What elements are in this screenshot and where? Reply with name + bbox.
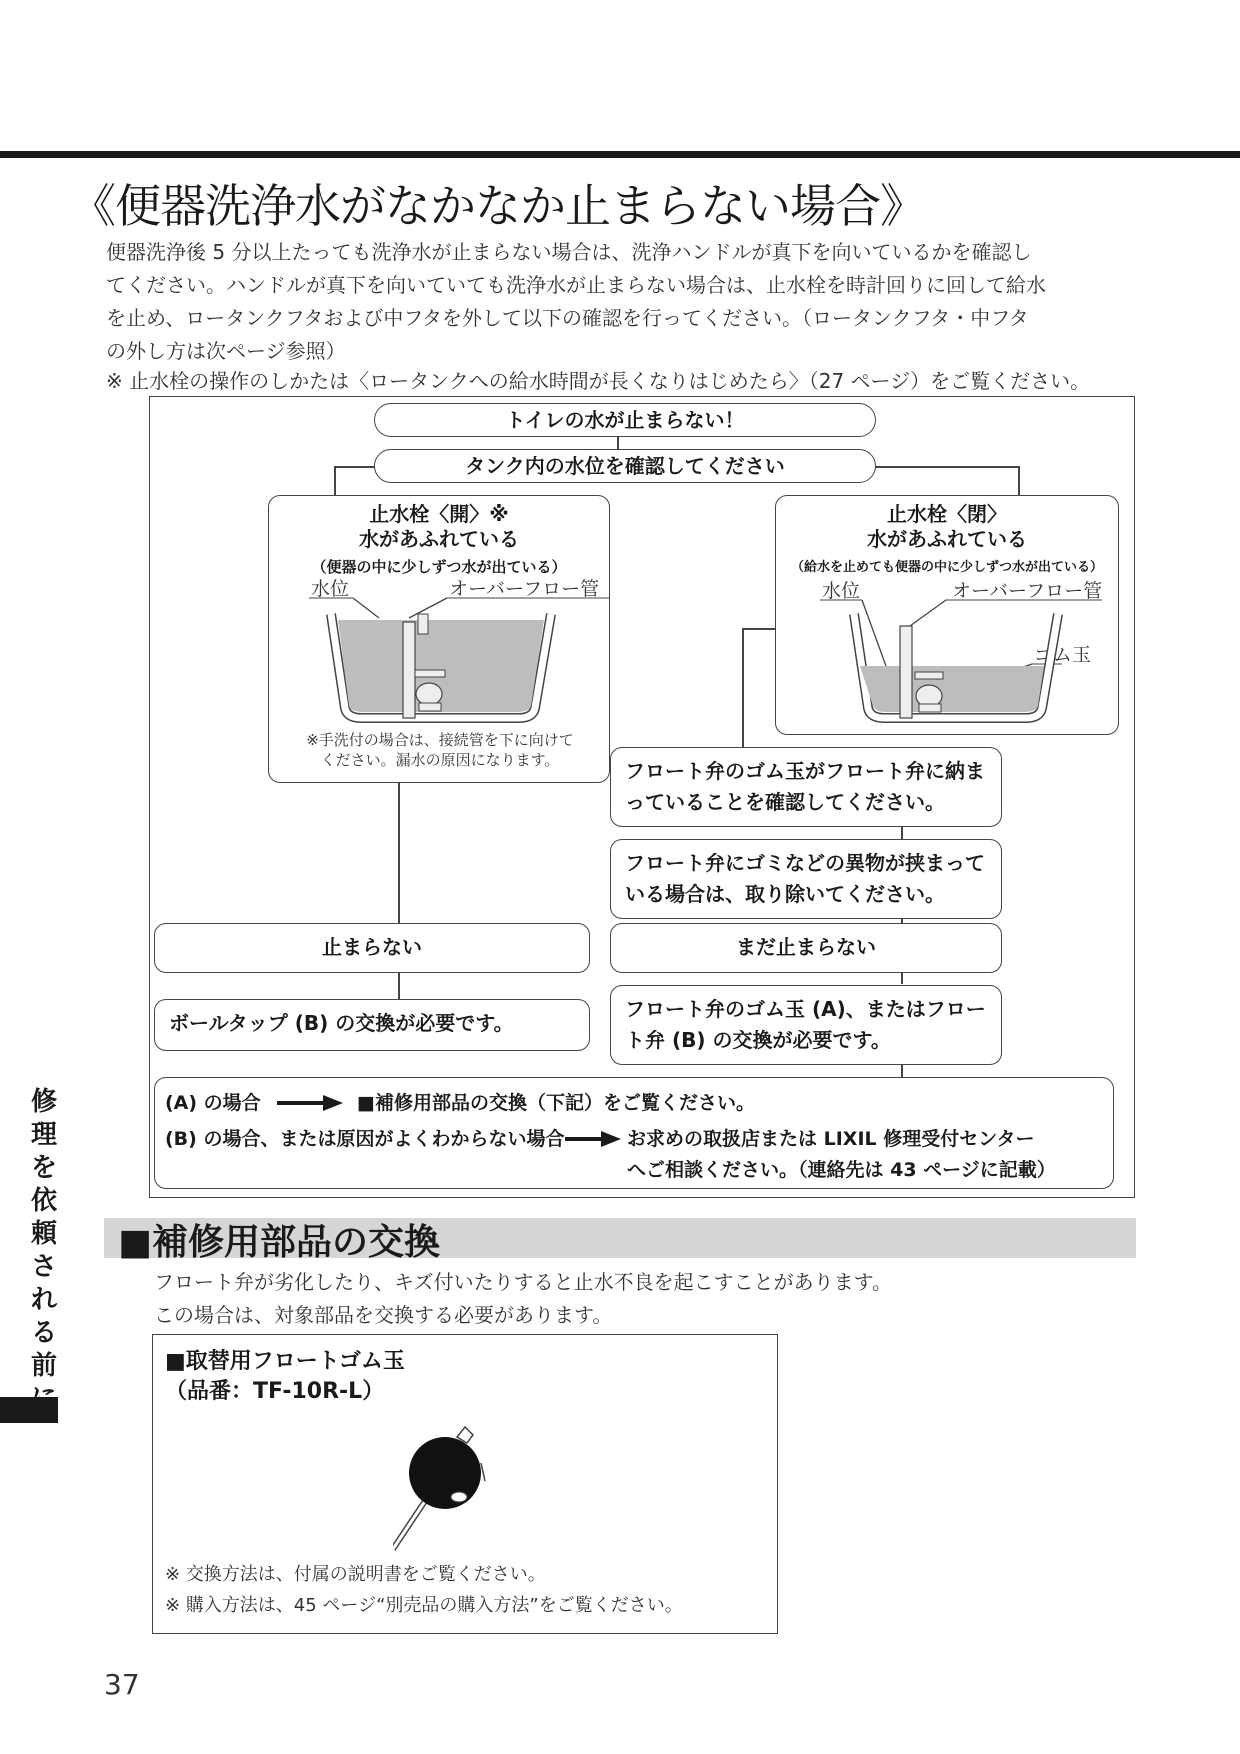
intro-line: てください。ハンドルが真下を向いていても洗浄水が止まらない場合は、止水栓を時計回りに回して給水 (106, 273, 1046, 297)
right-result-node: まだ止まらない (610, 923, 1002, 973)
tank-closed-illustration (776, 496, 1120, 736)
rubber-ball-label: ゴム玉 (1034, 644, 1092, 666)
section-line: フロート弁が劣化したり、キズ付いたりすると止水不良を起こすことがあります。 (154, 1270, 892, 1294)
float-valve-seat-check: フロート弁のゴム玉がフロート弁に納まっていることを確認してください。 (610, 747, 1002, 827)
connector (617, 435, 619, 449)
check-level-node: タンク内の水位を確認してください (374, 449, 876, 483)
part-note: ※ 交換方法は、付属の説明書をご覧ください。 (165, 1564, 546, 1585)
summary-b-line: へご相談ください。（連絡先は 43 ページに記載） (627, 1159, 1056, 1181)
part-box (152, 1334, 778, 1634)
part-title (165, 1347, 405, 1407)
intro-line: 便器洗浄後 5 分以上たっても洗浄水が止まらない場合は、洗浄ハンドルが真下を向いているかを確認し (106, 240, 1032, 264)
section-line: この場合は、対象部品を交換する必要があります。 (154, 1303, 613, 1327)
connector (742, 628, 744, 749)
float-rubber-ball-icon (393, 1419, 543, 1559)
section-title: ■補修用部品の交換 (118, 1222, 441, 1263)
overflow-pipe-label: オーバーフロー管 (952, 580, 1103, 602)
connector (334, 466, 336, 496)
intro-line: を止め、ロータンクフタおよび中フタを外して以下の確認を行ってください。（ロータンクフタ・中フタ (106, 306, 1029, 330)
connector (901, 1065, 903, 1077)
left-panel-subtitle: （便器の中に少しずつ水が出ている） (311, 558, 567, 576)
page-number: 37 (104, 1668, 140, 1701)
overflow-pipe-label: オーバーフロー管 (449, 578, 600, 600)
intro-paragraph (106, 236, 1126, 368)
part-note: ※ 購入方法は、45 ページ“別売品の購入方法”をご覧ください。 (165, 1595, 683, 1616)
section-text (154, 1266, 892, 1332)
start-node: トイレの水が止まらない！ (374, 403, 876, 437)
float-valve-replace-node: フロート弁のゴム玉 (A)、またはフロート弁 (B) の交換が必要です。 (610, 985, 1002, 1065)
water-level-label: 水位 (311, 578, 350, 600)
part-name: ■取替用フロートゴム玉 (165, 1349, 405, 1374)
caution-line: ※手洗付の場合は、接続管を下に向けて (306, 731, 574, 749)
summary-b-label: (B) の場合、または原因がよくわからない場合 (165, 1128, 565, 1150)
float-valve-debris-check: フロート弁にゴミなどの異物が挟まっている場合は、取り除いてください。 (610, 839, 1002, 919)
part-notes (165, 1559, 683, 1621)
summary-a-label: (A) の場合 (165, 1092, 261, 1114)
summary-box (154, 1077, 1114, 1189)
page-title: 《便器洗浄水がなかなか止まらない場合》 (70, 179, 925, 233)
caution-line: ください。漏水の原因になります。 (320, 751, 560, 769)
right-panel-title-2: 水があふれている (867, 527, 1027, 551)
connector (398, 783, 400, 923)
caution-note (269, 730, 611, 770)
right-panel-title-1: 止水栓〈閉〉 (887, 502, 1007, 526)
left-panel-title-1: 止水栓〈開〉※ (369, 502, 509, 526)
water-level-label: 水位 (822, 580, 861, 602)
intro-note: ※ 止水栓の操作のしかたは〈ロータンクへの給水時間が長くなりはじめたら〉（27 ページ）をご覧ください。 (106, 369, 1091, 393)
side-tab-marker (0, 1397, 58, 1423)
connector (901, 827, 903, 839)
summary-a-text: ■補修用部品の交換（下記）をご覧ください。 (357, 1092, 755, 1114)
left-panel (268, 495, 610, 783)
side-tab-label: 修理を依頼される前 (30, 1087, 57, 1381)
ball-tap-replace-node: ボールタップ (B) の交換が必要です。 (154, 999, 590, 1051)
arrow-right-icon (277, 1092, 343, 1114)
flowchart (149, 396, 1135, 1198)
part-number: （品番：TF-10R-L） (165, 1379, 385, 1404)
top-rule (0, 151, 1240, 158)
summary-b-line: お求めの取扱店または LIXIL 修理受付センター (627, 1128, 1035, 1150)
connector (873, 466, 1018, 468)
arrow-right-icon (565, 1128, 621, 1150)
right-panel-subtitle: （給水を止めても便器の中に少しずつ水が出ている） (790, 560, 1103, 575)
summary-b-text (627, 1124, 1056, 1186)
left-result-node: 止まらない (154, 923, 590, 973)
connector (1018, 466, 1020, 496)
left-panel-title-2: 水があふれている (359, 527, 519, 551)
right-panel (775, 495, 1119, 735)
connector (398, 971, 400, 999)
intro-line: の外し方は次ページ参照） (106, 339, 346, 363)
